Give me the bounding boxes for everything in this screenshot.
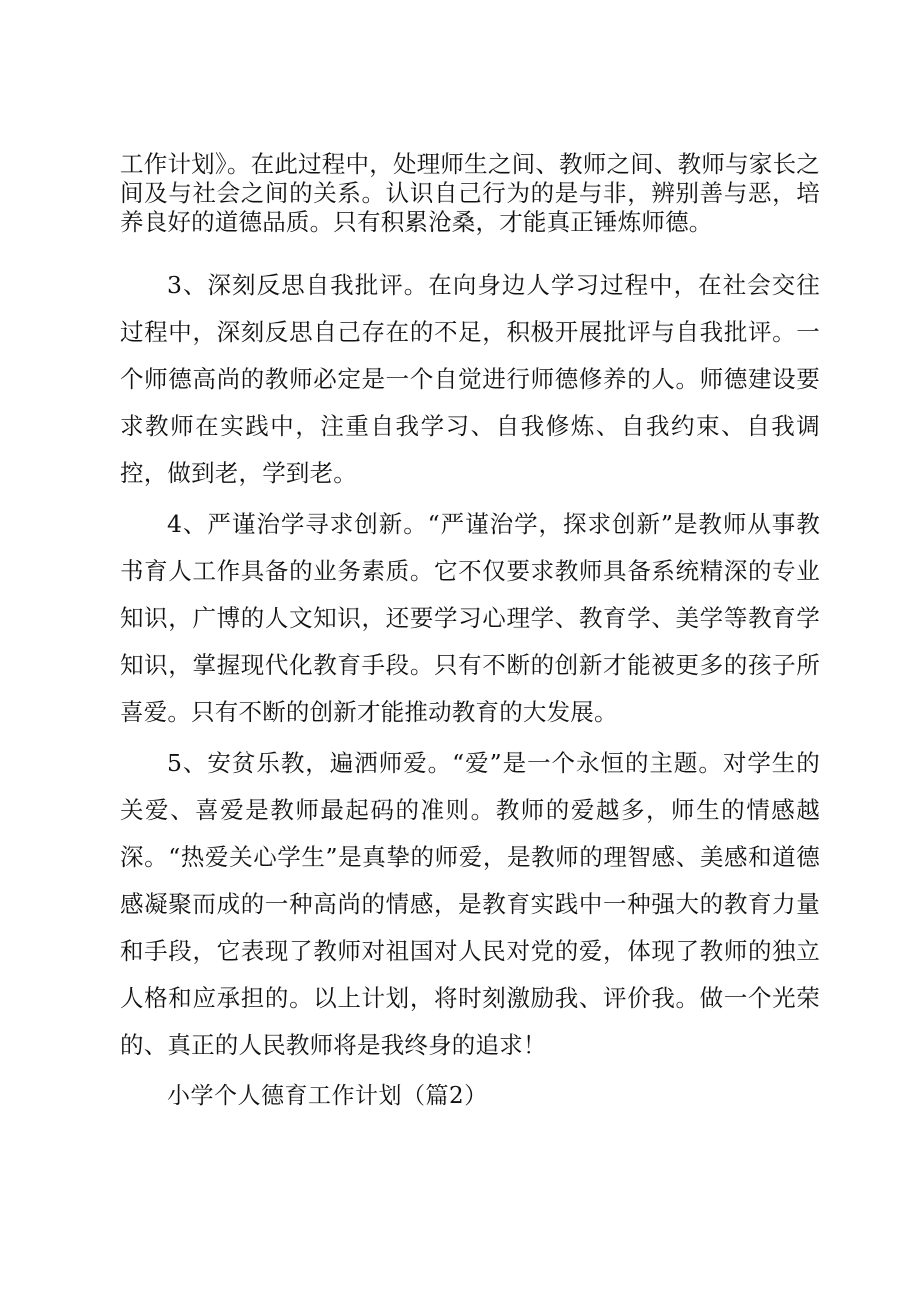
section-heading: 小学个人德育工作计划（篇2） xyxy=(167,1083,488,1109)
paragraph-continuation: 工作计划》。在此过程中，处理师生之间、教师之间、教师与家长之间及与社会之间的关系。认识自己行为的是与非，辨别善与恶，培养良好的道德品质。只有积累沧桑，才能真正锤炼师德。 xyxy=(120,150,820,236)
paragraph-teacher-love: 5、安贫乐教，遍洒师爱。“爱”是一个永恒的主题。对学生的关爱、喜爱是教师最起码的准则。教师的爱越多，师生的情感越深。“热爱关心学生”是真挚的师爱，是教师的理智感、美感和道德感凝聚而成的一种高尚的情感，是教育实践中一种强大的教育力量和手段，它表现了教师对祖国对人民对党的爱，体现了教师的独立人格和应承担的。以上计划，将时刻激励我、评价我。做一个光荣的、真正的人民教师将是我终身的追求！ xyxy=(120,749,820,1059)
paragraph-rigorous-study: 4、严谨治学寻求创新。“严谨治学，探求创新”是教师从事教书育人工作具备的业务素质。它不仅要求教师具备系统精深的专业知识，广博的人文知识，还要学习心理学、教育学、美学等教育学知识，掌握现代化教育手段。只有不断的创新才能被更多的孩子所喜爱。只有不断的创新才能推动教育的大发展。 xyxy=(120,510,820,726)
paragraph-self-reflection: 3、深刻反思自我批评。在向身边人学习过程中，在社会交往过程中，深刻反思自己存在的不足，积极开展批评与自我批评。一个师德高尚的教师必定是一个自觉进行师德修养的人。师德建设要求教师在实践中，注重自我学习、自我修炼、自我约束、自我调控，做到老，学到老。 xyxy=(120,271,820,487)
